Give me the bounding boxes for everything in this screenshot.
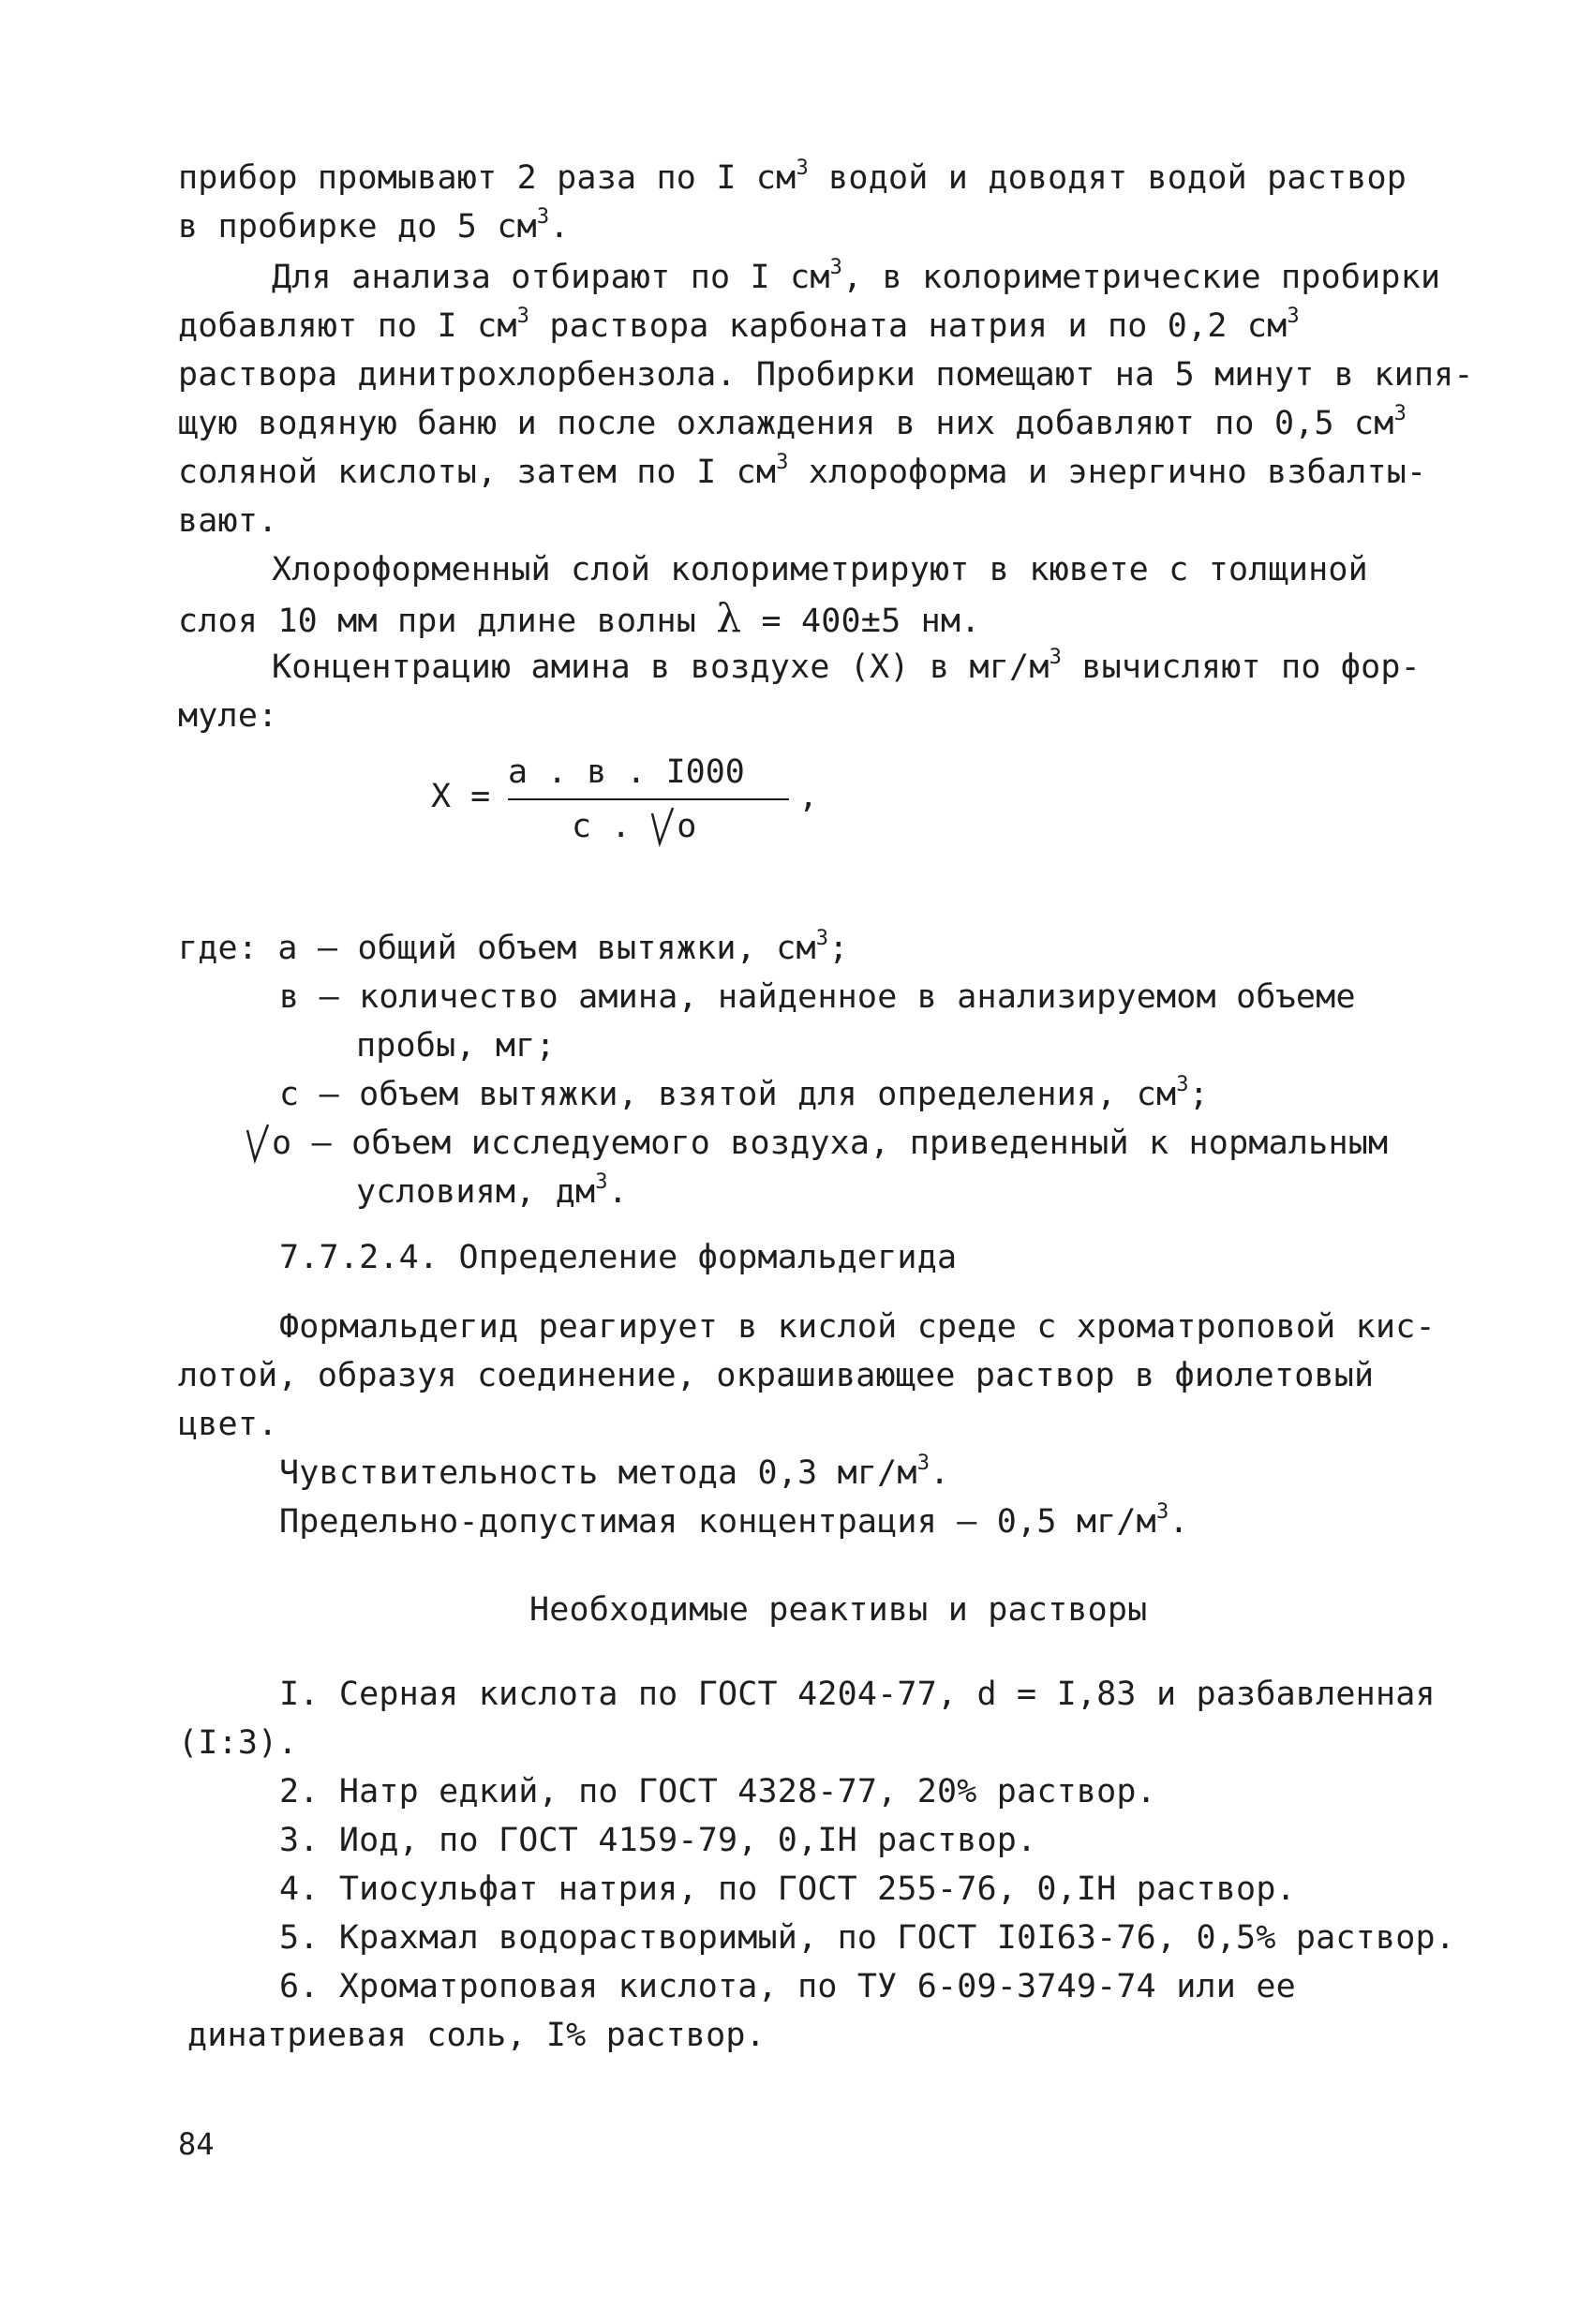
text-line: муле: (178, 697, 278, 735)
formula-numerator: а . в . I000 (508, 753, 745, 791)
text-line: Формальдегид реагирует в кислой среде с хроматроповой кис- (279, 1308, 1436, 1346)
text-line: Концентрацию амина в воздухе (X) в $мг/м^3$ вычисляют по фор- (272, 646, 1421, 686)
legend-c: с – объем вытяжки, взятой для определения, $см^3$; (279, 1073, 1210, 1113)
text-line: вают. (178, 502, 278, 540)
formula-denominator: с . о (572, 804, 696, 849)
reagent-item-3: 3. Иод, по ГОСТ 4159-79, 0,IH раствор. (279, 1822, 1037, 1859)
sqrt-symbol: о (650, 804, 696, 849)
reagent-item-1: I. Серная кислота по ГОСТ 4204-77, d = I,83 и разбавленная (279, 1676, 1436, 1713)
text-line: Хлороформенный слой колориметрируют в кювете с толщиной (272, 551, 1368, 588)
text-line: раствора динитрохлорбензола. Пробирки помещают на 5 минут в кипя- (178, 356, 1474, 394)
legend-v: о – объем исследуемого воздуха, приведенный к нормальным (246, 1121, 1388, 1166)
text-line: слоя 10 мм при длине волны λ = 400±5 нм. (178, 595, 981, 641)
reagents-heading: Необходимые реактивы и растворы (529, 1591, 1148, 1629)
reagent-item-6: 6. Хроматроповая кислота, по ТУ 6-09-3749-74 или ее (279, 1968, 1296, 2005)
legend-a: где: а – общий объем вытяжки, $см^3$; (178, 927, 849, 967)
text-line: щую водяную баню и после охлаждения в них добавляют по 0,5 $см^3$ (178, 402, 1407, 442)
fraction-bar (508, 798, 789, 800)
formula (431, 750, 825, 872)
text-line: добавляют по I $см^3$ раствора карбоната натрия и по 0,2 $см^3$ (178, 305, 1300, 345)
text-line: в пробирке до 5 $см^3$. (178, 205, 570, 246)
text-line: цвет. (178, 1406, 278, 1443)
page-number: 84 (178, 2126, 215, 2162)
text-line: Для анализа отбирают по I $см^3$, в колориметрические пробирки (272, 256, 1441, 296)
legend-b-cont: пробы, мг; (356, 1027, 556, 1065)
sqrt-symbol: о (246, 1121, 291, 1166)
text-line: прибор промывают 2 раза по I $см^3$ водой и доводят водой раствор (178, 156, 1407, 197)
reagent-item-5: 5. Крахмал водорастворимый, по ГОСТ I0I63-76, 0,5% раствор. (279, 1919, 1456, 1957)
section-heading: 7.7.2.4. Определение формальдегида (279, 1239, 958, 1276)
formula-comma: , (798, 778, 819, 815)
reagent-item-2: 2. Натр едкий, по ГОСТ 4328-77, 20% раствор. (279, 1773, 1156, 1810)
legend-b: в – количество амина, найденное в анализируемом объеме (279, 978, 1356, 1016)
reagent-item-4: 4. Тиосульфат натрия, по ГОСТ 255-76, 0,IH раствор. (279, 1870, 1296, 1908)
legend-v-cont: условиям, $дм^3$. (356, 1170, 628, 1211)
lambda-symbol: λ (716, 595, 742, 641)
reagent-item-1-cont: (I:3). (178, 1724, 298, 1762)
reagent-item-6-cont: динатриевая соль, I% раствор. (187, 2017, 766, 2054)
text-line: Предельно-допустимая концентрация – 0,5 $мг/м^3$. (279, 1500, 1189, 1541)
text-line: лотой, образуя соединение, окрашивающее раствор в фиолетовый (178, 1357, 1375, 1394)
text-line: соляной кислоты, затем по I $см^3$ хлороформа и энергично взбалты- (178, 451, 1427, 491)
text-line: Чувствительность метода 0,3 $мг/м^3$. (279, 1452, 950, 1492)
formula-lhs: X = (431, 778, 491, 815)
